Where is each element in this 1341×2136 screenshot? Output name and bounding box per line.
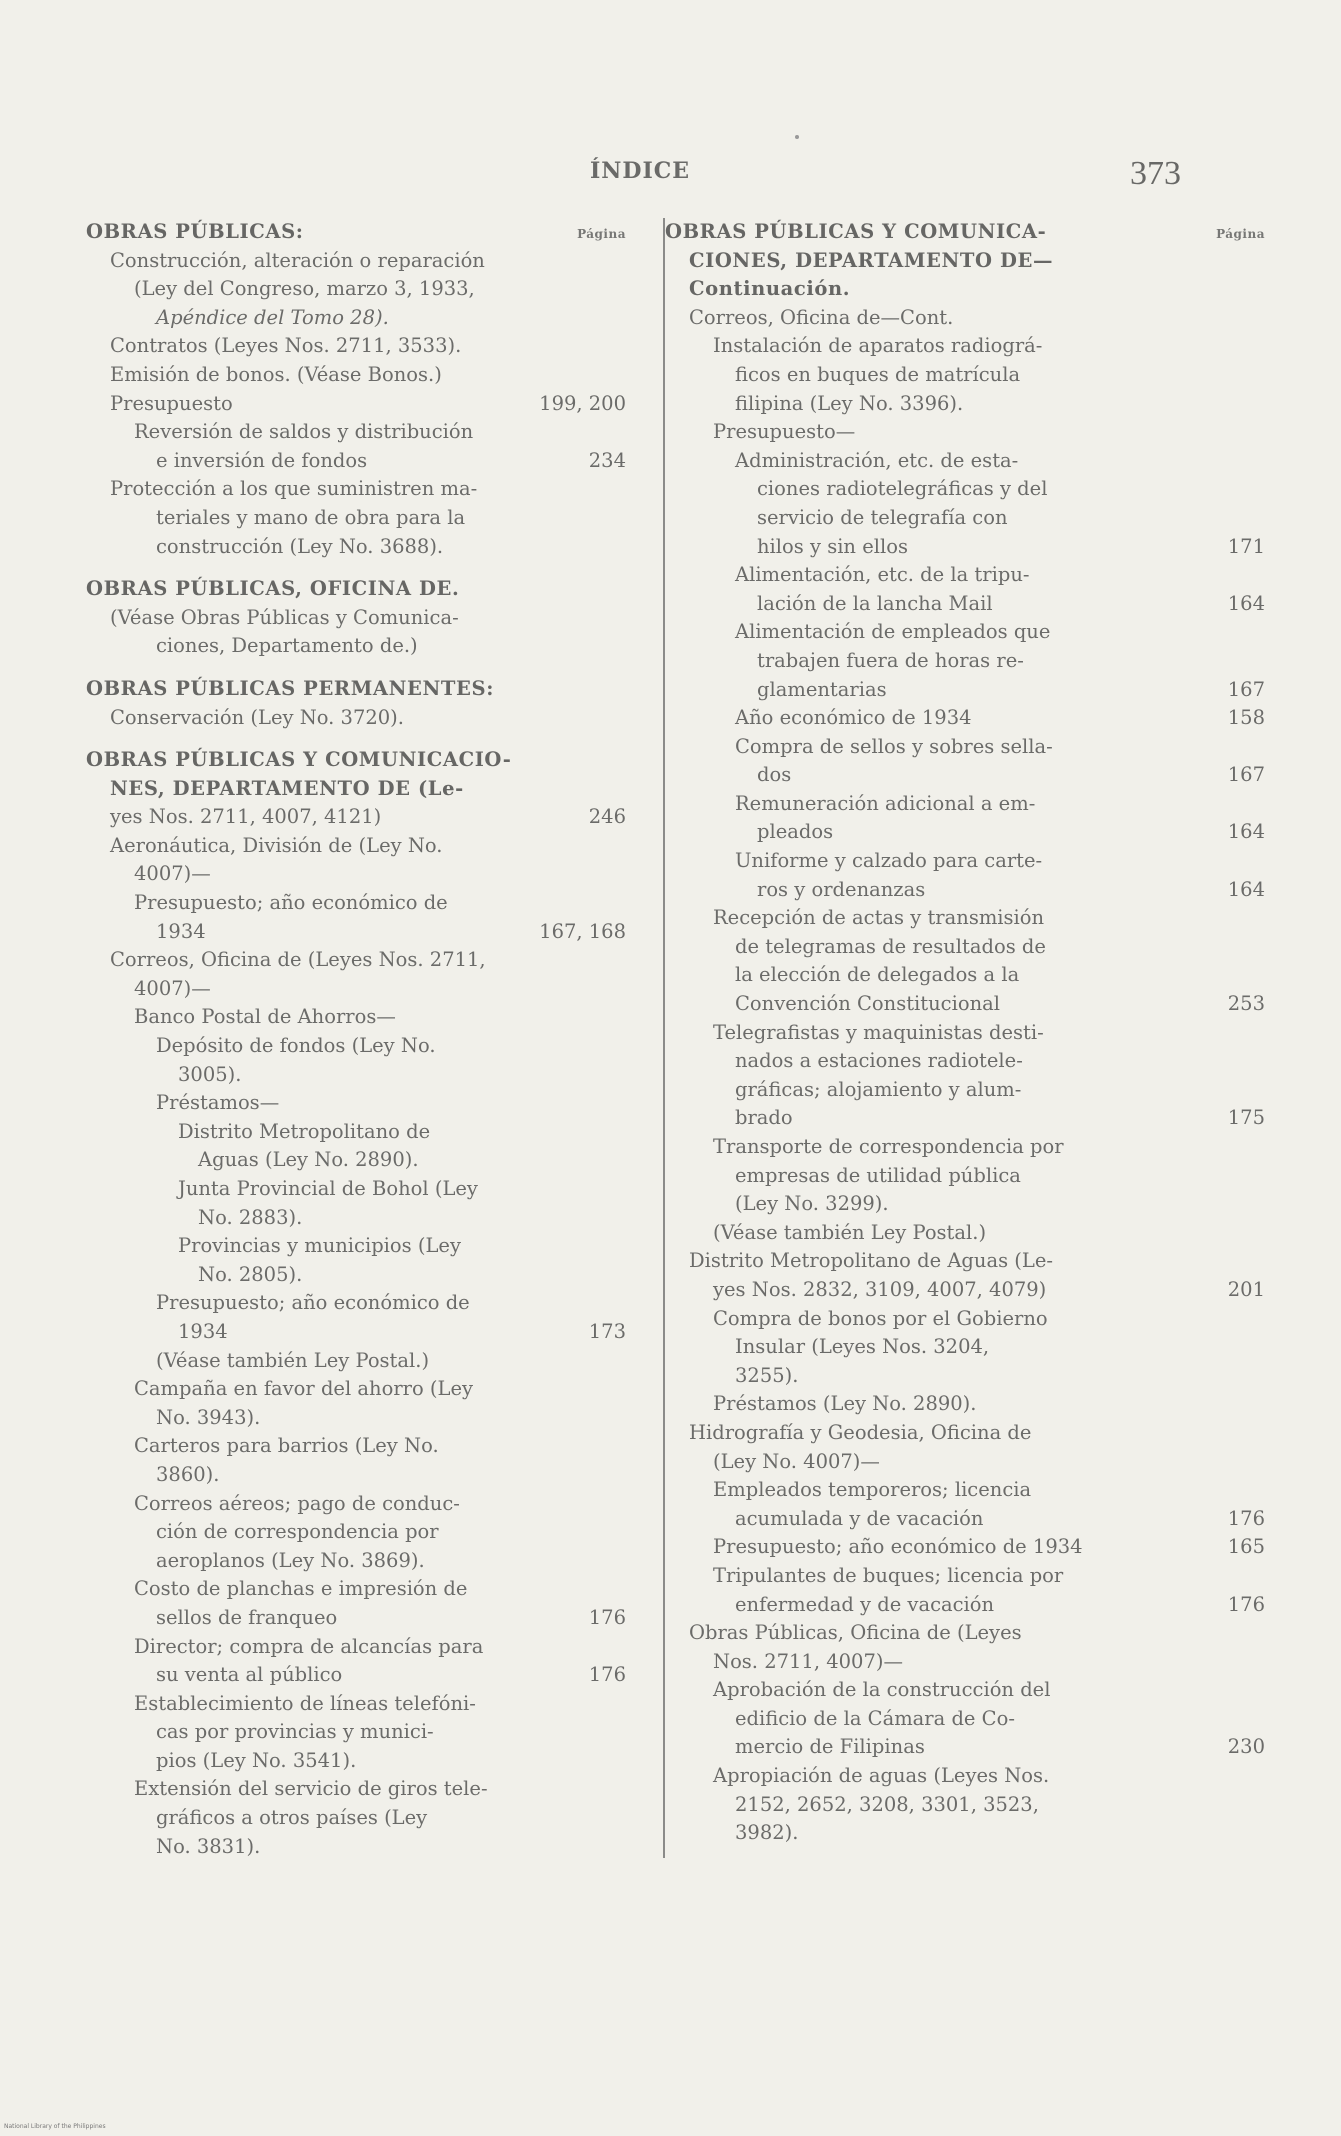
index-line-text: teriales y mano de obra para la: [156, 505, 466, 529]
index-line: [86, 504, 626, 533]
index-line: [665, 533, 1265, 562]
index-line-text: Provincias y municipios (Ley: [178, 1234, 461, 1258]
right-column: [665, 218, 1265, 1848]
index-line-text: enfermedad y de vacación: [735, 1592, 995, 1616]
index-line: [665, 1362, 1265, 1391]
index-line-text: pios (Ley No. 3541).: [156, 1748, 357, 1772]
index-line: [665, 647, 1265, 676]
index-line: [86, 1204, 626, 1233]
page-reference: 176: [1227, 1592, 1265, 1616]
index-line: [86, 304, 626, 333]
index-line-text: Extensión del servicio de giros tele-: [134, 1777, 488, 1801]
print-speck: [795, 135, 799, 139]
index-line: [665, 1390, 1265, 1419]
index-line-text: Presupuesto; año económico de: [156, 1291, 470, 1315]
index-line: [86, 475, 626, 504]
index-line: [665, 1419, 1265, 1448]
index-line-text: yes Nos. 2832, 3109, 4007, 4079): [713, 1277, 1047, 1301]
index-line: [86, 1347, 626, 1376]
section-heading: [86, 218, 626, 247]
index-line: [86, 361, 626, 390]
index-line-text: Director; compra de alcancías para: [134, 1634, 484, 1658]
index-line: [665, 676, 1265, 705]
pagina-label: Página: [577, 227, 626, 241]
index-line-text: ros y ordenanzas: [757, 877, 926, 901]
page-reference: 173: [588, 1319, 626, 1343]
index-line-text: Remuneración adicional a em-: [735, 791, 1036, 815]
page-title: ÍNDICE: [589, 158, 691, 184]
index-line-text: Compra de bonos por el Gobierno: [713, 1306, 1048, 1330]
index-line: [665, 561, 1265, 590]
index-line-text: (Ley No. 3299).: [735, 1192, 889, 1216]
index-line: [86, 1690, 626, 1719]
page-reference: 176: [588, 1663, 626, 1687]
index-line: [86, 1261, 626, 1290]
index-line-text: 4007)—: [134, 862, 211, 886]
index-line-text: Obras Públicas, Oficina de (Leyes: [689, 1621, 1022, 1645]
index-line-text: Distrito Metropolitano de: [178, 1119, 431, 1143]
index-line: [86, 1232, 626, 1261]
index-line-text: Uniforme y calzado para carte-: [735, 849, 1043, 873]
index-line: [86, 1404, 626, 1433]
page-reference: 164: [1227, 820, 1265, 844]
page-reference: 176: [588, 1605, 626, 1629]
index-line-text: Alimentación de empleados que: [735, 620, 1051, 644]
index-line-text: Costo de planchas e impresión de: [134, 1577, 468, 1601]
index-line-text: Transporte de correspondencia por: [713, 1135, 1064, 1158]
index-line: [86, 1061, 626, 1090]
index-line-text: 2152, 2652, 3208, 3301, 3523,: [735, 1792, 1039, 1816]
index-line: [665, 1276, 1265, 1305]
index-line: [86, 247, 626, 276]
index-line: [665, 1333, 1265, 1362]
index-line: [86, 275, 626, 304]
footer-credit: National Library of the Philippines: [4, 2123, 106, 2130]
index-line-text: CIONES, DEPARTAMENTO DE—: [689, 248, 1054, 272]
index-line-text: Aeronáutica, División de (Ley No.: [110, 833, 443, 857]
index-line-text: Continuación.: [689, 277, 851, 301]
index-line-text: (Véase también Ley Postal.): [713, 1220, 987, 1244]
index-line: [665, 590, 1265, 619]
index-line: [86, 918, 626, 947]
index-line: [665, 704, 1265, 733]
index-line-text: Correos, Oficina de (Leyes Nos. 2711,: [110, 948, 486, 972]
index-line-text: trabajen fuera de horas re-: [757, 648, 1024, 672]
index-line: [665, 1619, 1265, 1648]
index-line: [665, 247, 1265, 276]
index-line: [665, 876, 1265, 905]
index-line: [665, 504, 1265, 533]
section-heading: [86, 746, 626, 775]
index-line: [665, 275, 1265, 304]
page-reference: 176: [1227, 1506, 1265, 1530]
index-line: [86, 1604, 626, 1633]
index-line: [86, 1547, 626, 1576]
index-line-text: Construcción, alteración o reparación: [110, 248, 485, 272]
index-line-text: (Véase también Ley Postal.): [156, 1348, 430, 1372]
index-line: [665, 1505, 1265, 1534]
index-line: [665, 1305, 1265, 1334]
index-line: [665, 1133, 1265, 1162]
index-line: [665, 1104, 1265, 1133]
index-line: [86, 946, 626, 975]
index-line: [665, 1762, 1265, 1791]
index-line-text: Banco Postal de Ahorros—: [134, 1005, 396, 1029]
index-line: [665, 1562, 1265, 1591]
index-line-text: la elección de delegados a la: [735, 963, 1020, 987]
index-line-text: Alimentación, etc. de la tripu-: [735, 563, 1030, 587]
index-line: [86, 889, 626, 918]
index-line: [86, 1718, 626, 1747]
index-line: [86, 1518, 626, 1547]
left-column: [86, 218, 626, 1861]
page-reference: 171: [1227, 534, 1265, 558]
page-reference: 167: [1227, 763, 1265, 787]
index-line: [665, 1448, 1265, 1477]
index-line: [665, 1162, 1265, 1191]
section-heading-text: OBRAS PÚBLICAS:: [86, 220, 304, 243]
index-line-text: No. 2883).: [198, 1205, 303, 1229]
index-line: [86, 860, 626, 889]
index-line-text: 3255).: [735, 1363, 799, 1387]
page-reference: 158: [1227, 706, 1265, 730]
index-line: [86, 1747, 626, 1776]
page-reference: 175: [1227, 1106, 1265, 1130]
index-line-text: 3982).: [735, 1821, 799, 1845]
index-line-text: su venta al público: [156, 1663, 343, 1687]
index-line: [665, 818, 1265, 847]
index-line: [665, 1190, 1265, 1219]
index-line: [665, 1476, 1265, 1505]
index-line-text: Préstamos—: [156, 1091, 280, 1115]
index-line-text: Empleados temporeros; licencia: [713, 1478, 1032, 1502]
index-line-text: Telegrafistas y maquinistas desti-: [713, 1020, 1044, 1044]
index-line-text: lación de la lancha Mail: [757, 591, 993, 615]
index-line-text: Convención Constitucional: [735, 992, 1001, 1016]
index-line: [86, 1175, 626, 1204]
index-line-text: Préstamos (Ley No. 2890).: [713, 1392, 977, 1416]
index-line-text: NES, DEPARTAMENTO DE (Le-: [110, 776, 464, 800]
index-line: [86, 1833, 626, 1862]
index-line: [86, 533, 626, 562]
page-reference: 230: [1227, 1735, 1265, 1759]
page-reference: 164: [1227, 877, 1265, 901]
index-line: [86, 704, 626, 733]
section-heading-text: OBRAS PÚBLICAS, OFICINA DE.: [86, 577, 460, 601]
index-line: [665, 1648, 1265, 1677]
index-line: [665, 790, 1265, 819]
index-line: [86, 1490, 626, 1519]
index-line-text: No. 2805).: [198, 1262, 303, 1286]
index-line-text: Campaña en favor del ahorro (Ley: [134, 1377, 474, 1401]
index-line: [665, 847, 1265, 876]
page-reference: 201: [1227, 1277, 1265, 1301]
index-line: [86, 1432, 626, 1461]
index-line-text: gráficos a otros países (Ley: [156, 1806, 428, 1830]
index-line-text: cas por provincias y munici-: [156, 1720, 434, 1744]
index-line: [665, 1019, 1265, 1048]
page-reference: 253: [1227, 992, 1265, 1016]
index-line-text: filipina (Ley No. 3396).: [735, 391, 964, 415]
page-reference: 234: [588, 448, 626, 472]
index-line-text: aeroplanos (Ley No. 3869).: [156, 1548, 425, 1572]
index-line-text: mercio de Filipinas: [735, 1735, 925, 1759]
index-line-text: Conservación (Ley No. 3720).: [110, 705, 404, 729]
index-line-text: servicio de telegrafía con: [757, 505, 1008, 529]
index-line-text: Instalación de aparatos radiográ-: [713, 334, 1043, 358]
index-line-text: Hidrografía y Geodesia, Oficina de: [689, 1420, 1032, 1444]
index-line-text: Año económico de 1934: [735, 706, 972, 730]
index-line-text: Tripulantes de buques; licencia por: [713, 1563, 1064, 1587]
section-heading-text: OBRAS PÚBLICAS PERMANENTES:: [86, 676, 494, 700]
index-line-text: pleados: [757, 820, 834, 844]
index-line-text: Junta Provincial de Bohol (Ley: [178, 1177, 478, 1200]
index-line-text: Correos, Oficina de—Cont.: [689, 305, 954, 329]
index-line-text: Recepción de actas y transmisión: [713, 906, 1045, 930]
index-line-text: ciones, Departamento de.): [156, 634, 418, 658]
index-line-text: sellos de franqueo: [156, 1605, 338, 1629]
index-line: [86, 447, 626, 476]
index-line-text: ficos en buques de matrícula: [735, 362, 1021, 386]
index-line-text: Presupuesto—: [713, 420, 856, 444]
index-line: [665, 961, 1265, 990]
section-heading: [86, 575, 626, 604]
index-line-text: Protección a los que suministren ma-: [110, 477, 478, 501]
index-line-text: edificio de la Cámara de Co-: [735, 1706, 1015, 1730]
page-reference: 167, 168: [539, 919, 626, 943]
index-line: [665, 332, 1265, 361]
index-line-text: (Ley No. 4007)—: [713, 1449, 880, 1473]
index-line-text: Compra de sellos y sobres sella-: [735, 734, 1053, 758]
index-line: [86, 1775, 626, 1804]
index-line: [665, 1705, 1265, 1734]
index-line: [86, 975, 626, 1004]
index-line-text: Aguas (Ley No. 2890).: [198, 1148, 419, 1172]
index-line-text: nados a estaciones radiotele-: [735, 1049, 1023, 1073]
index-line: [86, 1118, 626, 1147]
index-line-text: Nos. 2711, 4007)—: [713, 1649, 903, 1673]
index-line-text: Establecimiento de líneas telefóni-: [134, 1691, 476, 1715]
index-line-text: Apéndice del Tomo 28).: [156, 305, 389, 329]
index-line-text: dos: [757, 763, 792, 787]
index-line: [86, 1003, 626, 1032]
index-line: [86, 832, 626, 861]
index-line-text: Presupuesto; año económico de 1934: [713, 1535, 1083, 1559]
page-reference: 164: [1227, 591, 1265, 615]
index-line: [665, 475, 1265, 504]
index-line: [665, 1219, 1265, 1248]
index-line: [665, 933, 1265, 962]
index-line-text: 4007)—: [134, 976, 211, 1000]
index-line-text: Carteros para barrios (Ley No.: [134, 1434, 439, 1458]
index-line-text: construcción (Ley No. 3688).: [156, 534, 444, 558]
index-line: [86, 632, 626, 661]
index-line: [665, 1733, 1265, 1762]
index-line-text: Correos aéreos; pago de conduc-: [134, 1491, 460, 1515]
index-line: [665, 1533, 1265, 1562]
index-line: [665, 904, 1265, 933]
index-line-text: Reversión de saldos y distribución: [134, 420, 474, 444]
section-heading: [86, 675, 626, 704]
index-line: [665, 990, 1265, 1019]
index-line-text: hilos y sin ellos: [757, 534, 908, 558]
index-line: [86, 1575, 626, 1604]
index-line: [86, 803, 626, 832]
index-line-text: glamentarias: [757, 677, 887, 701]
index-line-text: 1934: [178, 1319, 228, 1343]
index-line: [665, 1676, 1265, 1705]
index-line-text: ción de correspondencia por: [156, 1520, 439, 1544]
section-heading-text: OBRAS PÚBLICAS Y COMUNICACIO-: [86, 748, 512, 772]
index-line: [86, 418, 626, 447]
index-line: [86, 1032, 626, 1061]
index-line: [665, 304, 1265, 333]
page-reference: 199, 200: [539, 391, 626, 415]
page-reference: 165: [1227, 1535, 1265, 1559]
index-line-text: gráficas; alojamiento y alum-: [735, 1077, 1022, 1101]
page-reference: 167: [1227, 677, 1265, 701]
index-line: [665, 390, 1265, 419]
index-line-text: Emisión de bonos. (Véase Bonos.): [110, 362, 442, 386]
index-line-text: Distrito Metropolitano de Aguas (Le-: [689, 1249, 1053, 1273]
page-number: 373: [1130, 155, 1181, 192]
index-line: [86, 1804, 626, 1833]
index-line-text: 3005).: [178, 1062, 242, 1086]
pagina-label: Página: [1216, 227, 1265, 241]
index-line: [86, 1289, 626, 1318]
index-line-text: brado: [735, 1106, 793, 1130]
index-line-text: (Véase Obras Públicas y Comunica-: [110, 605, 459, 629]
index-line-text: Aprobación de la construcción del: [713, 1678, 1051, 1702]
index-line: [86, 775, 626, 804]
index-line-text: Administración, etc. de esta-: [735, 448, 1019, 472]
index-line: [86, 1089, 626, 1118]
page-reference: 246: [588, 805, 626, 829]
index-line: [665, 361, 1265, 390]
index-line: [86, 390, 626, 419]
index-line: [86, 1375, 626, 1404]
index-line-text: Insular (Leyes Nos. 3204,: [735, 1335, 990, 1359]
index-line-text: yes Nos. 2711, 4007, 4121): [110, 805, 382, 829]
index-line-text: de telegramas de resultados de: [735, 934, 1046, 958]
index-line-text: Presupuesto: [110, 391, 233, 415]
index-line: [665, 761, 1265, 790]
index-line: [665, 618, 1265, 647]
index-line-text: (Ley del Congreso, marzo 3, 1933,: [134, 277, 475, 301]
index-line: [665, 1819, 1265, 1848]
index-line-text: ciones radiotelegráficas y del: [757, 477, 1048, 501]
index-line-text: Contratos (Leyes Nos. 2711, 3533).: [110, 334, 462, 358]
index-line: [665, 447, 1265, 476]
index-line-text: empresas de utilidad pública: [735, 1163, 1021, 1187]
index-line-text: 1934: [156, 919, 206, 943]
index-line: [665, 1047, 1265, 1076]
index-line: [665, 1247, 1265, 1276]
index-line: [86, 1461, 626, 1490]
section-heading-text: OBRAS PÚBLICAS Y COMUNICA-: [665, 220, 1047, 243]
section-heading: [665, 218, 1265, 247]
index-line-text: Depósito de fondos (Ley No.: [156, 1034, 436, 1058]
index-line: [665, 1791, 1265, 1820]
index-line-text: 3860).: [156, 1462, 220, 1486]
index-line: [86, 604, 626, 633]
index-line: [665, 1591, 1265, 1620]
index-line-text: No. 3943).: [156, 1405, 261, 1429]
index-line-text: acumulada y de vacación: [735, 1506, 984, 1530]
index-line-text: No. 3831).: [156, 1834, 261, 1858]
index-line-text: Presupuesto; año económico de: [134, 891, 448, 915]
index-line: [86, 1146, 626, 1175]
index-line-text: e inversión de fondos: [156, 448, 368, 472]
index-line: [665, 1076, 1265, 1105]
index-line: [86, 1661, 626, 1690]
index-line: [665, 418, 1265, 447]
index-line: [86, 1633, 626, 1662]
index-line: [86, 1318, 626, 1347]
index-line: [665, 733, 1265, 762]
index-line-text: Apropiación de aguas (Leyes Nos.: [713, 1764, 1050, 1788]
index-line: [86, 332, 626, 361]
